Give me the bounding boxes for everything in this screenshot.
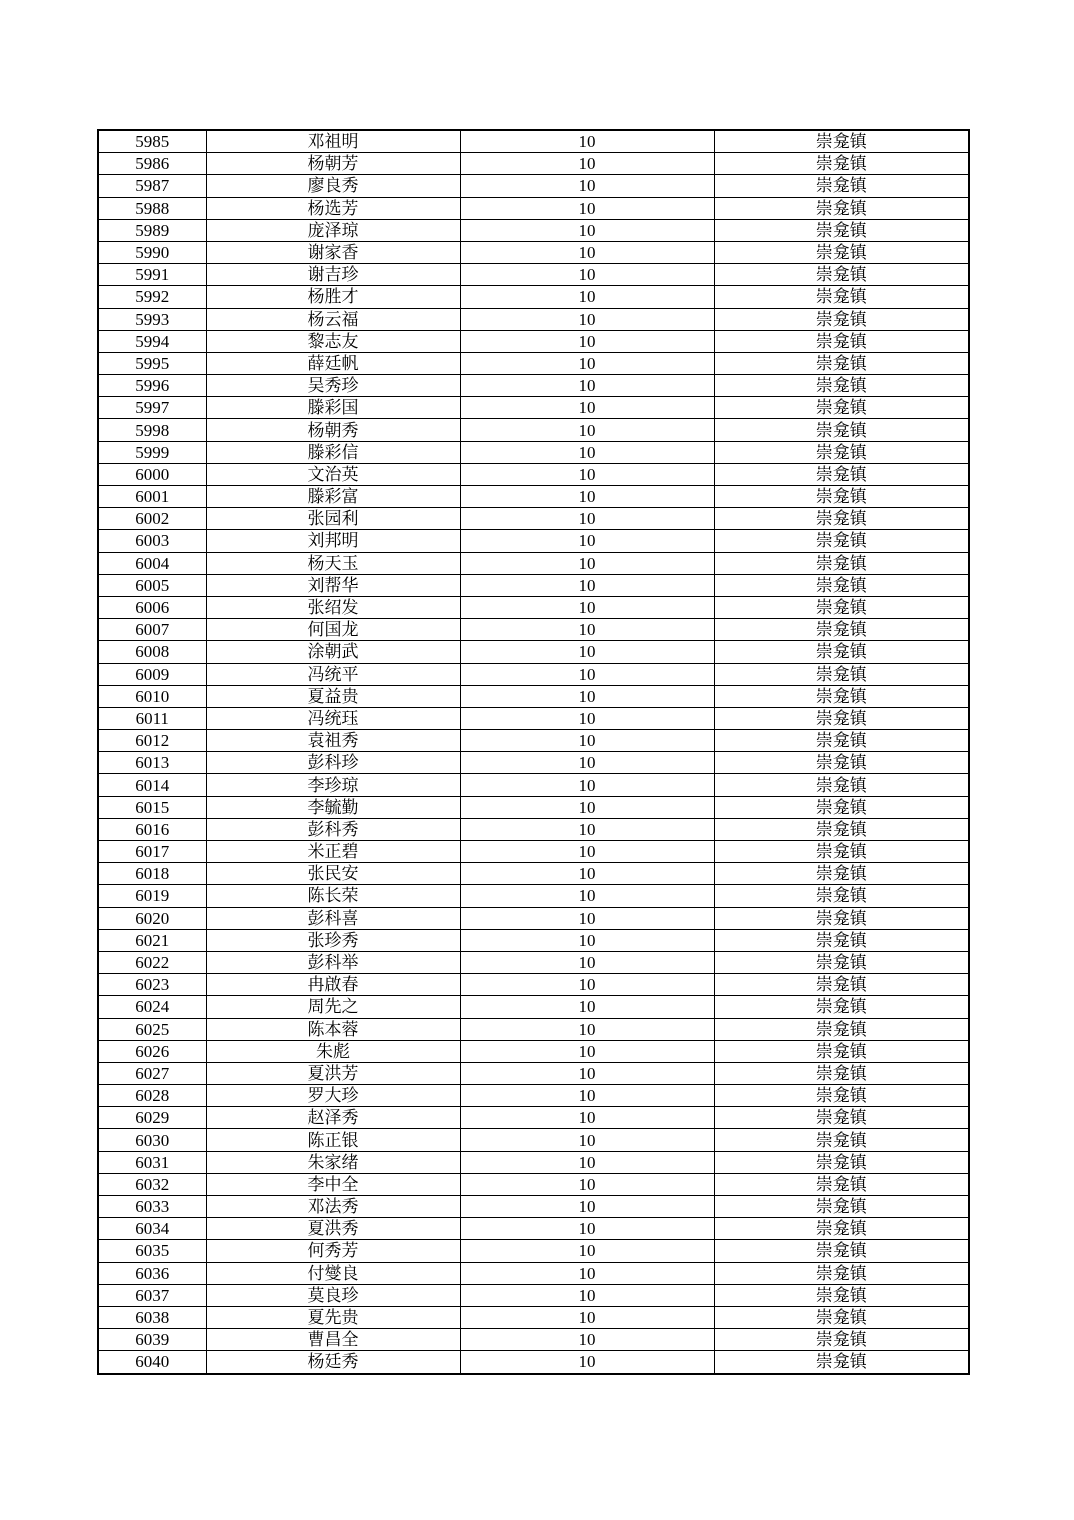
- name-cell: 涂朝武: [206, 641, 460, 663]
- amount-cell: 10: [460, 463, 714, 485]
- name-cell: 黎志友: [206, 330, 460, 352]
- name-cell: 李毓勤: [206, 796, 460, 818]
- name-cell: 何国龙: [206, 619, 460, 641]
- name-cell: 杨朝芳: [206, 153, 460, 175]
- amount-cell: 10: [460, 596, 714, 618]
- town-cell: 崇龛镇: [714, 685, 969, 707]
- town-cell: 崇龛镇: [714, 974, 969, 996]
- row-number-cell: 6007: [98, 619, 206, 641]
- table-row: [98, 1284, 969, 1306]
- row-number-cell: 6005: [98, 574, 206, 596]
- row-number-cell: 6034: [98, 1218, 206, 1240]
- table-row: [98, 796, 969, 818]
- table-row: [98, 1151, 969, 1173]
- amount-cell: 10: [460, 951, 714, 973]
- table-row: [98, 1107, 969, 1129]
- town-cell: 崇龛镇: [714, 1306, 969, 1328]
- town-cell: 崇龛镇: [714, 1284, 969, 1306]
- town-cell: 崇龛镇: [714, 619, 969, 641]
- roster-table: [97, 129, 970, 1375]
- row-number-cell: 6002: [98, 508, 206, 530]
- amount-cell: 10: [460, 752, 714, 774]
- row-number-cell: 5989: [98, 219, 206, 241]
- table-row: [98, 685, 969, 707]
- table-row: [98, 463, 969, 485]
- row-number-cell: 6008: [98, 641, 206, 663]
- town-cell: 崇龛镇: [714, 1351, 969, 1374]
- row-number-cell: 6025: [98, 1018, 206, 1040]
- town-cell: 崇龛镇: [714, 707, 969, 729]
- amount-cell: 10: [460, 841, 714, 863]
- row-number-cell: 6024: [98, 996, 206, 1018]
- amount-cell: 10: [460, 486, 714, 508]
- name-cell: 彭科举: [206, 951, 460, 973]
- town-cell: 崇龛镇: [714, 1196, 969, 1218]
- amount-cell: 10: [460, 153, 714, 175]
- table-row: [98, 574, 969, 596]
- table-row: [98, 818, 969, 840]
- table-row: [98, 352, 969, 374]
- amount-cell: 10: [460, 885, 714, 907]
- row-number-cell: 6040: [98, 1351, 206, 1374]
- row-number-cell: 6009: [98, 663, 206, 685]
- amount-cell: 10: [460, 1306, 714, 1328]
- town-cell: 崇龛镇: [714, 463, 969, 485]
- amount-cell: 10: [460, 175, 714, 197]
- table-row: [98, 1218, 969, 1240]
- town-cell: 崇龛镇: [714, 752, 969, 774]
- town-cell: 崇龛镇: [714, 375, 969, 397]
- table-row: [98, 175, 969, 197]
- row-number-cell: 5998: [98, 419, 206, 441]
- row-number-cell: 6017: [98, 841, 206, 863]
- town-cell: 崇龛镇: [714, 951, 969, 973]
- row-number-cell: 6038: [98, 1306, 206, 1328]
- town-cell: 崇龛镇: [714, 1329, 969, 1351]
- name-cell: 吴秀珍: [206, 375, 460, 397]
- row-number-cell: 6001: [98, 486, 206, 508]
- name-cell: 谢吉珍: [206, 264, 460, 286]
- name-cell: 邓法秀: [206, 1196, 460, 1218]
- row-number-cell: 5996: [98, 375, 206, 397]
- amount-cell: 10: [460, 974, 714, 996]
- table-row: [98, 619, 969, 641]
- table-row: [98, 974, 969, 996]
- table-row: [98, 707, 969, 729]
- row-number-cell: 6016: [98, 818, 206, 840]
- amount-cell: 10: [460, 308, 714, 330]
- amount-cell: 10: [460, 1062, 714, 1084]
- amount-cell: 10: [460, 219, 714, 241]
- town-cell: 崇龛镇: [714, 175, 969, 197]
- row-number-cell: 5993: [98, 308, 206, 330]
- row-number-cell: 6032: [98, 1173, 206, 1195]
- table-row: [98, 1062, 969, 1084]
- town-cell: 崇龛镇: [714, 130, 969, 153]
- table-row: [98, 863, 969, 885]
- row-number-cell: 6013: [98, 752, 206, 774]
- row-number-cell: 5999: [98, 441, 206, 463]
- name-cell: 夏洪秀: [206, 1218, 460, 1240]
- town-cell: 崇龛镇: [714, 863, 969, 885]
- town-cell: 崇龛镇: [714, 264, 969, 286]
- amount-cell: 10: [460, 1351, 714, 1374]
- amount-cell: 10: [460, 375, 714, 397]
- amount-cell: 10: [460, 552, 714, 574]
- amount-cell: 10: [460, 286, 714, 308]
- name-cell: 杨天玉: [206, 552, 460, 574]
- amount-cell: 10: [460, 1218, 714, 1240]
- town-cell: 崇龛镇: [714, 1085, 969, 1107]
- row-number-cell: 6030: [98, 1129, 206, 1151]
- town-cell: 崇龛镇: [714, 907, 969, 929]
- town-cell: 崇龛镇: [714, 397, 969, 419]
- name-cell: 李中全: [206, 1173, 460, 1195]
- amount-cell: 10: [460, 863, 714, 885]
- row-number-cell: 6000: [98, 463, 206, 485]
- name-cell: 朱彪: [206, 1040, 460, 1062]
- table-body: [98, 130, 969, 1374]
- name-cell: 杨朝秀: [206, 419, 460, 441]
- name-cell: 庞泽琼: [206, 219, 460, 241]
- table-row: [98, 730, 969, 752]
- name-cell: 夏益贵: [206, 685, 460, 707]
- name-cell: 张绍发: [206, 596, 460, 618]
- town-cell: 崇龛镇: [714, 197, 969, 219]
- town-cell: 崇龛镇: [714, 308, 969, 330]
- town-cell: 崇龛镇: [714, 996, 969, 1018]
- name-cell: 彭科喜: [206, 907, 460, 929]
- row-number-cell: 5987: [98, 175, 206, 197]
- row-number-cell: 6019: [98, 885, 206, 907]
- name-cell: 杨胜才: [206, 286, 460, 308]
- amount-cell: 10: [460, 1284, 714, 1306]
- table-row: [98, 241, 969, 263]
- amount-cell: 10: [460, 774, 714, 796]
- amount-cell: 10: [460, 1240, 714, 1262]
- name-cell: 冯统珏: [206, 707, 460, 729]
- table-row: [98, 441, 969, 463]
- town-cell: 崇龛镇: [714, 219, 969, 241]
- town-cell: 崇龛镇: [714, 1129, 969, 1151]
- table-row: [98, 1329, 969, 1351]
- row-number-cell: 6006: [98, 596, 206, 618]
- town-cell: 崇龛镇: [714, 1262, 969, 1284]
- table-row: [98, 1240, 969, 1262]
- name-cell: 滕彩国: [206, 397, 460, 419]
- table-row: [98, 1085, 969, 1107]
- name-cell: 陈长荣: [206, 885, 460, 907]
- row-number-cell: 5986: [98, 153, 206, 175]
- row-number-cell: 5994: [98, 330, 206, 352]
- table-row: [98, 130, 969, 153]
- name-cell: 滕彩信: [206, 441, 460, 463]
- amount-cell: 10: [460, 929, 714, 951]
- amount-cell: 10: [460, 685, 714, 707]
- amount-cell: 10: [460, 1018, 714, 1040]
- table-row: [98, 1018, 969, 1040]
- table-row: [98, 752, 969, 774]
- table-row: [98, 1129, 969, 1151]
- town-cell: 崇龛镇: [714, 1151, 969, 1173]
- amount-cell: 10: [460, 619, 714, 641]
- name-cell: 冉啟春: [206, 974, 460, 996]
- amount-cell: 10: [460, 1040, 714, 1062]
- name-cell: 邓祖明: [206, 130, 460, 153]
- table-row: [98, 153, 969, 175]
- town-cell: 崇龛镇: [714, 153, 969, 175]
- town-cell: 崇龛镇: [714, 1018, 969, 1040]
- row-number-cell: 6011: [98, 707, 206, 729]
- town-cell: 崇龛镇: [714, 885, 969, 907]
- row-number-cell: 6037: [98, 1284, 206, 1306]
- row-number-cell: 6039: [98, 1329, 206, 1351]
- amount-cell: 10: [460, 241, 714, 263]
- row-number-cell: 5992: [98, 286, 206, 308]
- row-number-cell: 6029: [98, 1107, 206, 1129]
- row-number-cell: 6036: [98, 1262, 206, 1284]
- table-row: [98, 907, 969, 929]
- table-row: [98, 308, 969, 330]
- row-number-cell: 6014: [98, 774, 206, 796]
- town-cell: 崇龛镇: [714, 286, 969, 308]
- table-row: [98, 330, 969, 352]
- amount-cell: 10: [460, 330, 714, 352]
- row-number-cell: 6023: [98, 974, 206, 996]
- table-row: [98, 530, 969, 552]
- row-number-cell: 6027: [98, 1062, 206, 1084]
- name-cell: 张园利: [206, 508, 460, 530]
- row-number-cell: 6026: [98, 1040, 206, 1062]
- name-cell: 朱家绪: [206, 1151, 460, 1173]
- name-cell: 夏先贵: [206, 1306, 460, 1328]
- name-cell: 谢家香: [206, 241, 460, 263]
- table-row: [98, 508, 969, 530]
- town-cell: 崇龛镇: [714, 774, 969, 796]
- amount-cell: 10: [460, 707, 714, 729]
- amount-cell: 10: [460, 352, 714, 374]
- name-cell: 何秀芳: [206, 1240, 460, 1262]
- town-cell: 崇龛镇: [714, 1062, 969, 1084]
- row-number-cell: 5991: [98, 264, 206, 286]
- amount-cell: 10: [460, 1196, 714, 1218]
- amount-cell: 10: [460, 818, 714, 840]
- table-row: [98, 397, 969, 419]
- row-number-cell: 6031: [98, 1151, 206, 1173]
- amount-cell: 10: [460, 796, 714, 818]
- name-cell: 赵泽秀: [206, 1107, 460, 1129]
- table-row: [98, 641, 969, 663]
- table-row: [98, 1306, 969, 1328]
- town-cell: 崇龛镇: [714, 730, 969, 752]
- town-cell: 崇龛镇: [714, 1040, 969, 1062]
- amount-cell: 10: [460, 996, 714, 1018]
- town-cell: 崇龛镇: [714, 330, 969, 352]
- amount-cell: 10: [460, 441, 714, 463]
- table-row: [98, 996, 969, 1018]
- table-row: [98, 663, 969, 685]
- name-cell: 廖良秀: [206, 175, 460, 197]
- amount-cell: 10: [460, 1107, 714, 1129]
- row-number-cell: 6012: [98, 730, 206, 752]
- row-number-cell: 6022: [98, 951, 206, 973]
- row-number-cell: 6028: [98, 1085, 206, 1107]
- town-cell: 崇龛镇: [714, 641, 969, 663]
- town-cell: 崇龛镇: [714, 663, 969, 685]
- row-number-cell: 6020: [98, 907, 206, 929]
- amount-cell: 10: [460, 1329, 714, 1351]
- name-cell: 张民安: [206, 863, 460, 885]
- town-cell: 崇龛镇: [714, 352, 969, 374]
- name-cell: 罗大珍: [206, 1085, 460, 1107]
- name-cell: 袁祖秀: [206, 730, 460, 752]
- table-row: [98, 552, 969, 574]
- town-cell: 崇龛镇: [714, 574, 969, 596]
- row-number-cell: 5997: [98, 397, 206, 419]
- table-row: [98, 841, 969, 863]
- name-cell: 刘邦明: [206, 530, 460, 552]
- name-cell: 刘帮华: [206, 574, 460, 596]
- row-number-cell: 5990: [98, 241, 206, 263]
- town-cell: 崇龛镇: [714, 929, 969, 951]
- name-cell: 陈本蓉: [206, 1018, 460, 1040]
- table-row: [98, 286, 969, 308]
- town-cell: 崇龛镇: [714, 241, 969, 263]
- amount-cell: 10: [460, 1151, 714, 1173]
- table-row: [98, 596, 969, 618]
- name-cell: 薛廷帆: [206, 352, 460, 374]
- town-cell: 崇龛镇: [714, 1173, 969, 1195]
- table-row: [98, 929, 969, 951]
- name-cell: 杨选芳: [206, 197, 460, 219]
- amount-cell: 10: [460, 1129, 714, 1151]
- name-cell: 杨廷秀: [206, 1351, 460, 1374]
- row-number-cell: 6018: [98, 863, 206, 885]
- town-cell: 崇龛镇: [714, 841, 969, 863]
- amount-cell: 10: [460, 1173, 714, 1195]
- amount-cell: 10: [460, 574, 714, 596]
- table-row: [98, 1040, 969, 1062]
- row-number-cell: 6035: [98, 1240, 206, 1262]
- amount-cell: 10: [460, 530, 714, 552]
- name-cell: 文治英: [206, 463, 460, 485]
- name-cell: 米正碧: [206, 841, 460, 863]
- town-cell: 崇龛镇: [714, 552, 969, 574]
- name-cell: 陈正银: [206, 1129, 460, 1151]
- table-row: [98, 486, 969, 508]
- amount-cell: 10: [460, 508, 714, 530]
- amount-cell: 10: [460, 197, 714, 219]
- amount-cell: 10: [460, 419, 714, 441]
- table-row: [98, 1262, 969, 1284]
- table-row: [98, 885, 969, 907]
- name-cell: 周先之: [206, 996, 460, 1018]
- name-cell: 冯统平: [206, 663, 460, 685]
- amount-cell: 10: [460, 1085, 714, 1107]
- name-cell: 曹昌全: [206, 1329, 460, 1351]
- table-row: [98, 197, 969, 219]
- name-cell: 张珍秀: [206, 929, 460, 951]
- table-row: [98, 219, 969, 241]
- name-cell: 杨云福: [206, 308, 460, 330]
- town-cell: 崇龛镇: [714, 796, 969, 818]
- amount-cell: 10: [460, 663, 714, 685]
- row-number-cell: 6015: [98, 796, 206, 818]
- table-row: [98, 419, 969, 441]
- amount-cell: 10: [460, 1262, 714, 1284]
- name-cell: 付燮良: [206, 1262, 460, 1284]
- table-row: [98, 774, 969, 796]
- amount-cell: 10: [460, 130, 714, 153]
- table-row: [98, 1196, 969, 1218]
- table-row: [98, 1351, 969, 1374]
- row-number-cell: 5995: [98, 352, 206, 374]
- name-cell: 滕彩富: [206, 486, 460, 508]
- table-row: [98, 375, 969, 397]
- name-cell: 彭科珍: [206, 752, 460, 774]
- amount-cell: 10: [460, 907, 714, 929]
- row-number-cell: 5988: [98, 197, 206, 219]
- table-row: [98, 264, 969, 286]
- table-row: [98, 951, 969, 973]
- town-cell: 崇龛镇: [714, 1240, 969, 1262]
- name-cell: 李珍琼: [206, 774, 460, 796]
- row-number-cell: 6004: [98, 552, 206, 574]
- row-number-cell: 6033: [98, 1196, 206, 1218]
- town-cell: 崇龛镇: [714, 1107, 969, 1129]
- amount-cell: 10: [460, 730, 714, 752]
- town-cell: 崇龛镇: [714, 530, 969, 552]
- table-row: [98, 1173, 969, 1195]
- name-cell: 彭科秀: [206, 818, 460, 840]
- row-number-cell: 5985: [98, 130, 206, 153]
- row-number-cell: 6010: [98, 685, 206, 707]
- amount-cell: 10: [460, 641, 714, 663]
- name-cell: 莫良珍: [206, 1284, 460, 1306]
- town-cell: 崇龛镇: [714, 1218, 969, 1240]
- amount-cell: 10: [460, 264, 714, 286]
- town-cell: 崇龛镇: [714, 486, 969, 508]
- town-cell: 崇龛镇: [714, 508, 969, 530]
- town-cell: 崇龛镇: [714, 441, 969, 463]
- row-number-cell: 6021: [98, 929, 206, 951]
- amount-cell: 10: [460, 397, 714, 419]
- row-number-cell: 6003: [98, 530, 206, 552]
- name-cell: 夏洪芳: [206, 1062, 460, 1084]
- town-cell: 崇龛镇: [714, 596, 969, 618]
- town-cell: 崇龛镇: [714, 419, 969, 441]
- town-cell: 崇龛镇: [714, 818, 969, 840]
